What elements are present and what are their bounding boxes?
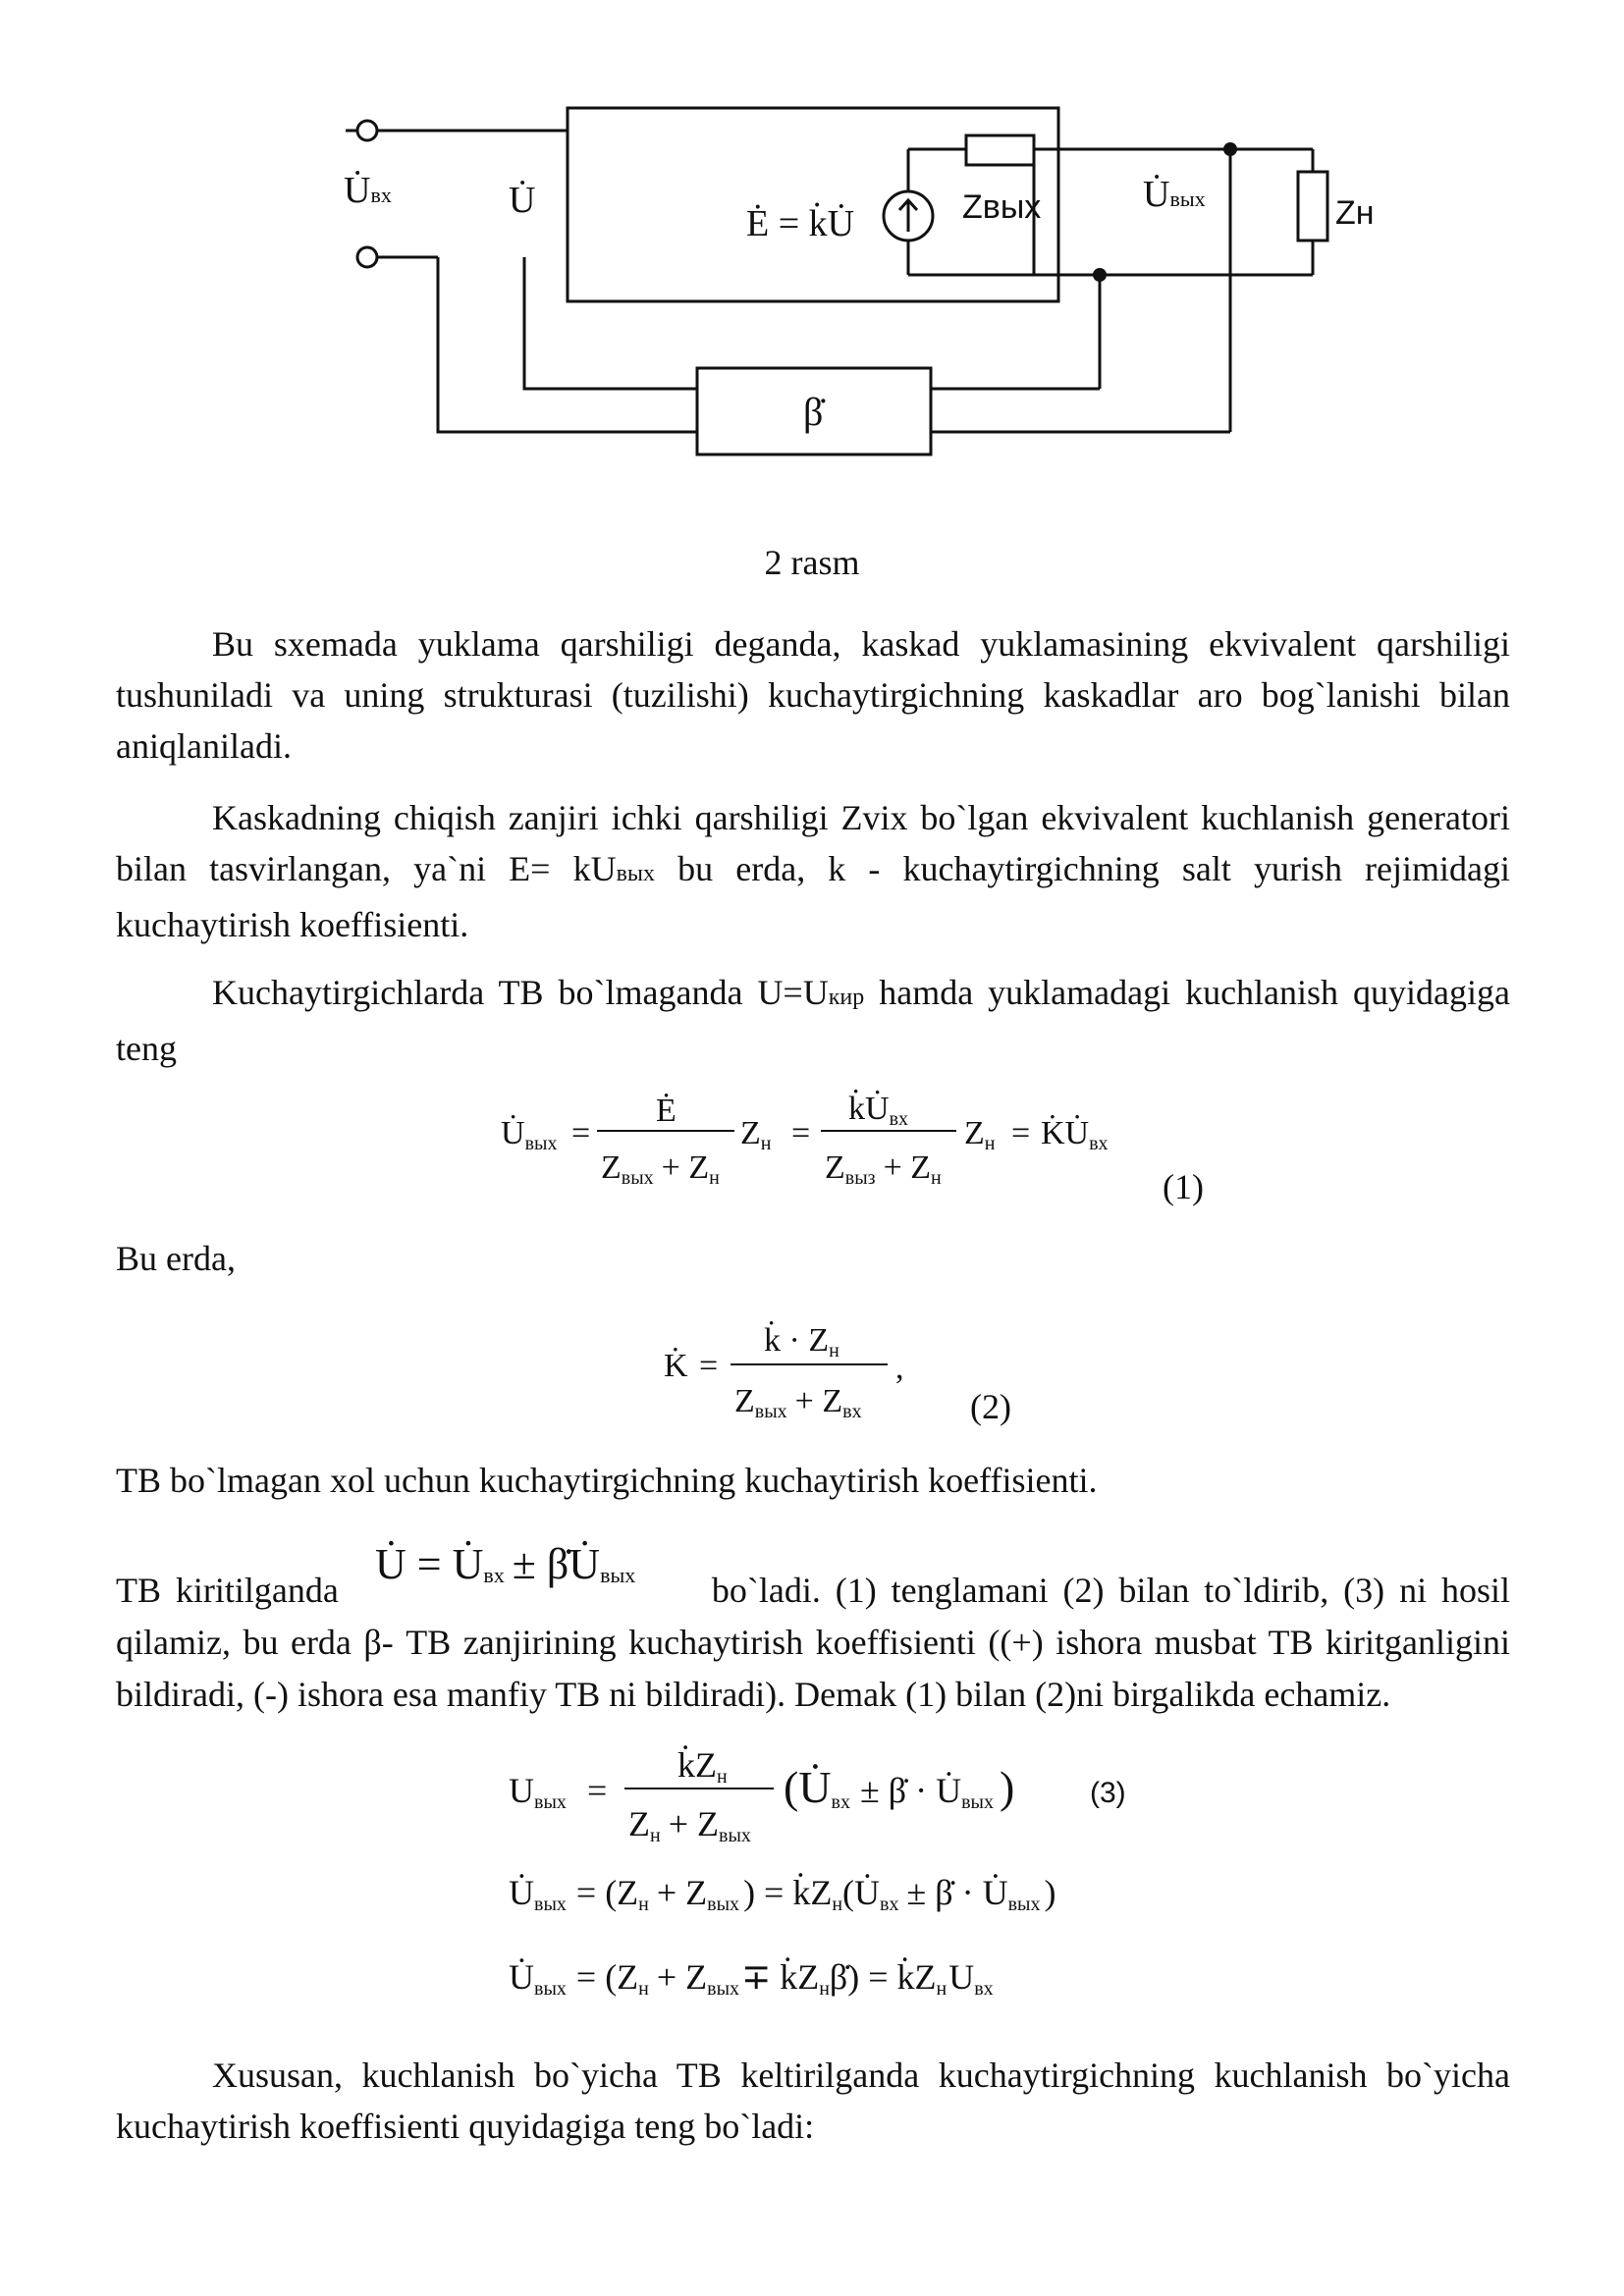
equation-2 <box>648 1306 943 1433</box>
z-load-resistor <box>1298 172 1327 240</box>
svg-text:Zн: Zн <box>964 1115 996 1154</box>
equation-2-number: (2) <box>970 1387 1011 1426</box>
svg-text:Zн+ Zвых: Zн + Zвых <box>628 1804 751 1846</box>
svg-text:k̇Zн: k̇Zн <box>677 1745 728 1788</box>
junction-bottom <box>1093 268 1107 282</box>
svg-text:k̇ · Zн: k̇ · Zн <box>764 1322 839 1362</box>
label-beta: β̇ <box>803 390 824 434</box>
svg-text:Zвых+ Zн: Zвых + Zн <box>601 1149 720 1189</box>
svg-text:U̇вых: U̇вых <box>501 1115 558 1154</box>
svg-text:K̇: K̇ <box>664 1348 688 1384</box>
label-source: Ė = k̇U̇ <box>746 203 855 244</box>
svg-text:K̇U̇вх: K̇U̇вх <box>1041 1115 1109 1154</box>
input-terminal-top <box>357 121 377 140</box>
svg-text:=: = <box>791 1115 811 1151</box>
label-z-load: Zн <box>1335 194 1375 232</box>
label-u-in-sub: вх <box>370 183 392 207</box>
svg-text:k̇U̇вх: k̇U̇вх <box>848 1091 909 1130</box>
paragraph-3: Kuchaytirgichlarda TB bo`lmaganda U=Uкир hamda yuklamadagi kuchlanish quyidagiga teng <box>116 973 1510 1068</box>
svg-text:=: = <box>587 1771 608 1810</box>
label-z-out: Zвых <box>962 188 1042 226</box>
svg-text:Zн: Zн <box>740 1115 772 1154</box>
junction-top <box>1223 142 1237 156</box>
svg-text:(U̇вх± β̇ · U̇вых): (U̇вх ± β̇ · U̇вых ) <box>784 1762 1015 1813</box>
label-u-out-sub: вых <box>1169 187 1206 211</box>
paragraph-1: Bu sxemada yuklama qarshiligi deganda, kaskad yuklamasining ekvivalent qarshiligi tushuniladi va uning strukturasi (tuzilishi) kuchaytirgichning kaskadlar aro bog`lanishi bilan aniqlaniladi. <box>116 624 1510 766</box>
svg-text:U̇вых= (Zн+ Zвых∓ k̇Zнβ̇) = k̇: U̇вых = (Zн + Zвых∓ k̇Zнβ̇) = k̇ZнUвх <box>509 1957 994 2000</box>
paragraph-6: TB kiritilganda bo`ladi. (1) tenglamani (2) bilan to`ldirib, (3) ni hosil qilamiz, bu erda β- TB zanjirining kuchaytirish koeffisienti ((+) ishora musbat TB kiritganligini bildiradi, (-) ishora esa manfiy TB ni bildiradi). Demak (1) bilan (2)ni birgalikda echamiz. <box>116 1571 1510 1714</box>
svg-text:Zвыз+ Zн: Zвыз + Zн <box>825 1149 942 1189</box>
paragraph-7: Xususan, kuchlanish bo`yicha TB keltirilganda kuchaytirgichning kuchlanish bo`yicha kuchaytirish koeffisienti quyidagiga teng bo`ladi: <box>116 2056 1510 2146</box>
svg-text:Zвых+ Zвх: Zвых + Zвх <box>734 1383 862 1422</box>
label-u: U̇ <box>509 180 536 221</box>
svg-text:U̇ = U̇вх± β̇U̇вых: U̇ = U̇вх ± β̇U̇вых <box>375 1540 636 1588</box>
paragraph-5: TB bo`lmagan xol uchun kuchaytirgichning kuchaytirish koeffisienti. <box>116 1461 1098 1500</box>
equation-1 <box>481 1080 1149 1198</box>
figure-caption: 2 rasm <box>764 543 860 582</box>
svg-text:(3): (3) <box>1090 1777 1126 1809</box>
svg-text:,: , <box>895 1350 904 1386</box>
paragraph-4: Bu erda, <box>116 1239 236 1278</box>
equation-3 <box>491 1737 1198 2012</box>
svg-text:=: = <box>1011 1115 1031 1151</box>
input-terminal-bottom <box>357 247 377 267</box>
equation-1-number: (1) <box>1163 1167 1204 1206</box>
label-u-out: U̇ <box>1143 174 1170 215</box>
label-u-in: U̇ <box>344 170 371 211</box>
paragraph-2: Kaskadning chiqish zanjiri ichki qarshiligi Zvix bo`lgan ekvivalent kuchlanish generatori bilan tasvirlangan, ya`ni E= kUвых bu erda, k - kuchaytirgichning salt yurish rejimidagi kuchaytirish koeffisienti. <box>116 798 1510 944</box>
svg-text:Ė: Ė <box>656 1093 677 1129</box>
svg-text:=: = <box>571 1115 591 1151</box>
z-out-resistor <box>966 135 1034 165</box>
svg-text:Uвых: Uвых <box>509 1771 567 1813</box>
svg-text:=: = <box>699 1348 719 1384</box>
svg-text:U̇вых= (Zн+ Zвых) = k̇Zн(U̇вх±: U̇вых = (Zн + Zвых ) = k̇Zн(U̇вх ± β̇ · U̇вых ) <box>509 1873 1056 1915</box>
